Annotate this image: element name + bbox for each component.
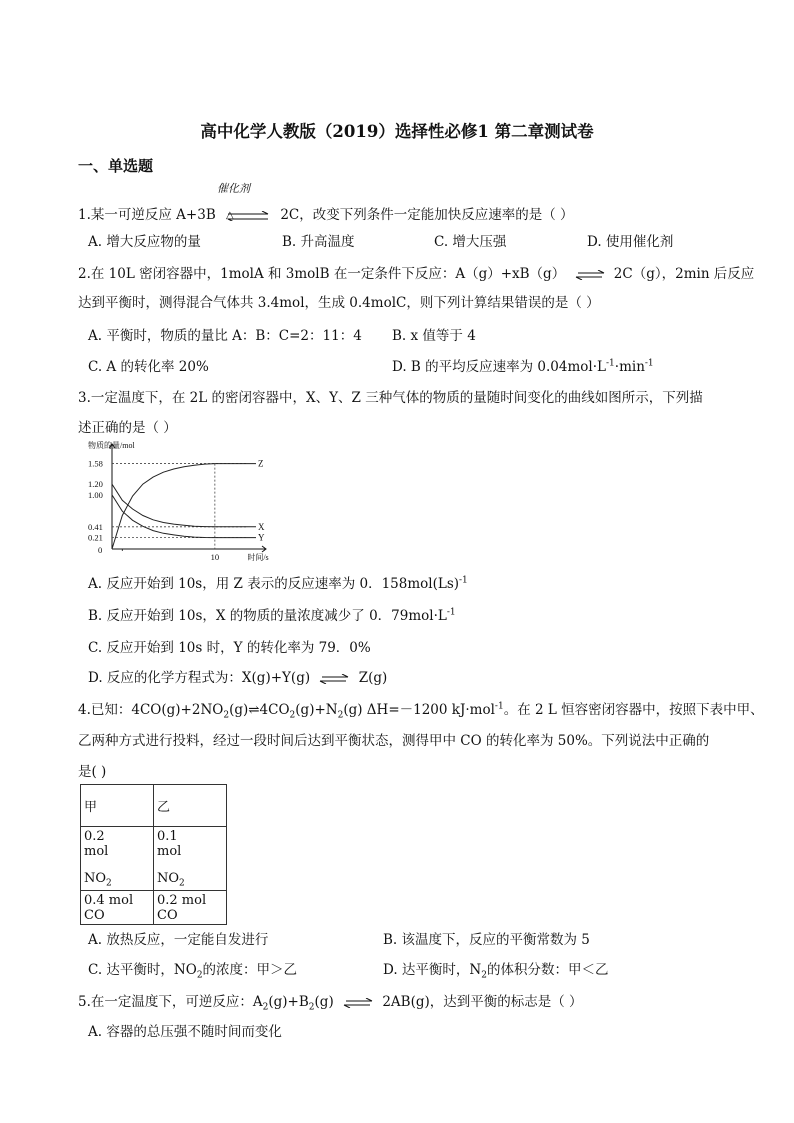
y-tick-label: 1.58	[88, 458, 103, 469]
q5-option-a: A. 容器的总压强不随时间而变化	[88, 1024, 282, 1040]
q3-option-b: B. 反应开始到 10s，X 的物质的量浓度减少了 0．$79mol\cdot L^{-1}$	[88, 607, 456, 624]
y-tick-label: 0.21	[88, 532, 103, 543]
q2-option-d: D. B 的平均反应速率为 $0.04mol\cdot L^{-1}\cdot\min^{-1}$	[392, 358, 654, 375]
y-tick-label: 0	[98, 545, 103, 555]
q4-option-b: B. 该温度下，反应的平衡常数为 5	[383, 932, 590, 948]
y-tick-label: 1.20	[88, 479, 103, 490]
question-5-line-1: 5.在一定温度下，可逆反应：$A_2(g)+B_2(g)$ 2AB(g)，达到平衡的标志是（ ）	[78, 994, 583, 1013]
q1-option-b: B. 升高温度	[282, 234, 355, 250]
q2-option-a: A. 平衡时，物质的量比 A：B：C=2：11：4	[88, 328, 362, 344]
q2-option-b: B. x 值等于 4	[392, 328, 476, 344]
q4-option-d: D. 达平衡时，$N_2$的体积分数：甲＜乙	[383, 962, 609, 981]
reversible-arrow-icon	[342, 998, 374, 1008]
q2-option-c: C. A 的转化率 20%	[88, 359, 209, 375]
series-line-y	[112, 495, 256, 538]
table-cell: 0.4 mol CO	[81, 891, 154, 925]
page-title: 高中化学人教版（2019）选择性必修1 第二章测试卷	[200, 122, 594, 141]
q1-option-a: A. 增大反应物的量	[88, 234, 201, 250]
delta-label: △	[226, 210, 234, 221]
series-label-y: Y	[258, 532, 265, 543]
question-3-line-1: 3.一定温度下，在 2L 的密闭容器中，X、Y、Z 三种气体的物质的量随时间变化的曲线如图所示，下列描	[78, 390, 703, 406]
q3-option-c: C. 反应开始到 10s 时，Y 的转化率为 79．0%	[88, 640, 371, 656]
table-cell: 0.2 mol CO	[154, 891, 227, 925]
y-tick-label: 1.00	[88, 489, 103, 500]
table-cell: 0.2 mol $NO_2$	[81, 827, 154, 891]
question-2-line-2: 达到平衡时，测得混合气体共 3.4mol，生成 0.4molC，则下列计算结果错误的是（ ）	[78, 295, 600, 311]
q3-option-d: D. 反应的化学方程式为：X(g)+Y(g) Z(g)	[88, 670, 388, 686]
y-axis-label: 物质的量/mol	[88, 441, 135, 450]
y-tick-label: 0.41	[88, 521, 103, 532]
q1-option-c: C. 增大压强	[434, 234, 507, 250]
reversible-arrow-icon	[318, 674, 350, 684]
question-4-line-1: 4.已知：$4CO(g)+2NO_2(g)\rightleftharpoons 4CO_2(g)+N_2(g)$ ΔH=－1200 kJ·mol$^{-1}$。在 2 L 恒容密闭容器中，按照下表中甲、	[78, 701, 764, 721]
feed-table	[80, 784, 227, 925]
reversible-arrow-icon	[574, 270, 606, 280]
question-4-line-2: 乙两种方式进行投料，经过一段时间后达到平衡状态，测得甲中 CO 的转化率为 50%。下列说法中正确的	[78, 733, 710, 749]
question-2-line-1: 2.在 10L 密闭容器中，1molA 和 3molB 在一定条件下反应：A（g）+xB（g） 2C（g），2min 后反应	[78, 266, 755, 282]
table-cell: 0.1 mol $NO_2$	[154, 827, 227, 891]
q3-option-a: A. 反应开始到 10s，用 Z 表示的反应速率为 0．$158mol(Ls)^{-1}$	[88, 575, 468, 592]
series-label-x: X	[258, 521, 265, 532]
section-heading: 一、单选题	[78, 157, 154, 175]
x-axis-label: 时间/s	[247, 553, 269, 562]
x-tick-label: 10	[210, 552, 220, 562]
q4-option-c: C. 达平衡时，$NO_2$的浓度：甲＞乙	[88, 962, 298, 981]
q4-option-a: A. 放热反应，一定能自发进行	[88, 932, 269, 948]
table-header: 乙	[154, 785, 227, 827]
question-4-line-3: 是( )	[78, 764, 107, 780]
table-header: 甲	[81, 785, 154, 827]
question-1-stem: 1.某一可逆反应 A+3B 2C，改变下列条件一定能加快反应速率的是（ ）	[78, 207, 574, 223]
catalyst-label: 催化剂	[217, 182, 250, 195]
amount-vs-time-chart	[86, 436, 276, 562]
q1-option-d: D. 使用催化剂	[587, 234, 674, 250]
question-3-line-2: 述正确的是（ ）	[78, 420, 177, 436]
series-label-z: Z	[258, 458, 264, 469]
